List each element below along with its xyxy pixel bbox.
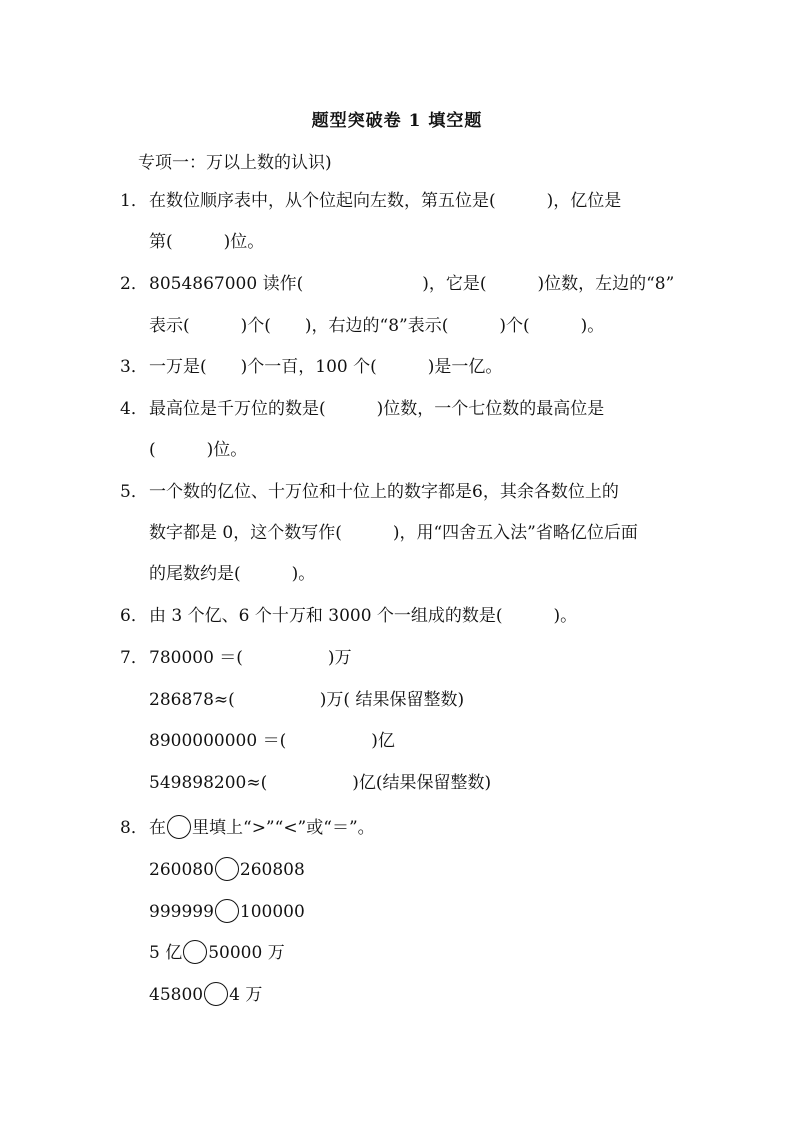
question-6-number: 6． bbox=[120, 606, 148, 626]
question-8-intro-after: 里填上“>”“<”或“＝”。 bbox=[192, 818, 375, 838]
question-8-number: 8． bbox=[120, 818, 148, 838]
comparison-item-4 bbox=[149, 982, 262, 1007]
comparison-left: 999999 bbox=[149, 902, 214, 922]
question-7-line-2: 286878≈( )万( 结果保留整数) bbox=[149, 690, 465, 710]
question-4-line-1 bbox=[120, 397, 604, 421]
question-5-text-1: 一个数的亿位、十万位和十位上的数字都是6，其余各数位上的 bbox=[149, 482, 619, 502]
comparison-right: 260808 bbox=[239, 860, 305, 880]
question-2-number: 2． bbox=[120, 274, 148, 294]
question-1-number: 1． bbox=[120, 191, 148, 211]
question-8-intro-before: 在 bbox=[149, 818, 166, 838]
section-heading: 专项一：万以上数的认识) bbox=[138, 153, 332, 173]
question-5-line-1 bbox=[120, 480, 619, 504]
question-5-line-3: 的尾数约是( )。 bbox=[149, 564, 316, 584]
comparison-right: 100000 bbox=[239, 902, 305, 922]
page-title: 题型突破卷 1 填空题 bbox=[311, 111, 483, 131]
question-8-line-1 bbox=[120, 815, 375, 840]
question-4-line-2: ( )位。 bbox=[149, 440, 248, 460]
comparison-left: 5 亿 bbox=[149, 943, 183, 963]
comparison-circle-icon[interactable] bbox=[215, 899, 239, 923]
question-1-text-1: 在数位顺序表中，从个位起向左数，第五位是( )，亿位是 bbox=[149, 191, 622, 211]
comparison-item-1 bbox=[149, 857, 305, 882]
question-3-text-1: 一万是( )个一百，100 个( )是一亿。 bbox=[149, 357, 503, 377]
answer-circle-icon bbox=[167, 815, 191, 839]
comparison-circle-icon[interactable] bbox=[204, 982, 228, 1006]
question-2-line-2: 表示( )个( )，右边的“8”表示( )个( )。 bbox=[149, 316, 605, 336]
question-7-line-3: 8900000000 ＝( )亿 bbox=[149, 731, 395, 751]
question-5-number: 5． bbox=[120, 482, 148, 502]
question-1-line-1 bbox=[120, 189, 621, 213]
comparison-right: 4 万 bbox=[229, 985, 263, 1005]
question-6-line-1 bbox=[120, 604, 577, 628]
question-3-number: 3． bbox=[120, 357, 148, 377]
comparison-left: 45800 bbox=[149, 985, 204, 1005]
question-7-number: 7． bbox=[120, 648, 148, 668]
comparison-item-3 bbox=[149, 940, 285, 965]
question-3-line-1 bbox=[120, 355, 502, 379]
comparison-item-2 bbox=[149, 899, 305, 924]
question-6-text-1: 由 3 个亿、6 个十万和 3000 个一组成的数是( )。 bbox=[149, 606, 578, 626]
question-1-line-2: 第( )位。 bbox=[149, 232, 265, 252]
question-4-number: 4． bbox=[120, 399, 148, 419]
comparison-circle-icon[interactable] bbox=[215, 857, 239, 881]
question-5-line-2: 数字都是 0，这个数写作( )，用“四舍五入法”省略亿位后面 bbox=[149, 523, 638, 543]
question-7-line-4: 549898200≈( )亿(结果保留整数) bbox=[149, 773, 492, 793]
comparison-left: 260080 bbox=[149, 860, 214, 880]
question-7-text-1: 780000 ＝( )万 bbox=[149, 648, 352, 668]
question-4-text-1: 最高位是千万位的数是( )位数，一个七位数的最高位是 bbox=[149, 399, 605, 419]
comparison-circle-icon[interactable] bbox=[183, 940, 207, 964]
question-2-text-1: 8054867000 读作( )，它是( )位数，左边的“8” bbox=[149, 274, 675, 294]
comparison-right: 50000 万 bbox=[208, 943, 285, 963]
question-7-line-1 bbox=[120, 646, 352, 670]
question-2-line-1 bbox=[120, 272, 674, 296]
